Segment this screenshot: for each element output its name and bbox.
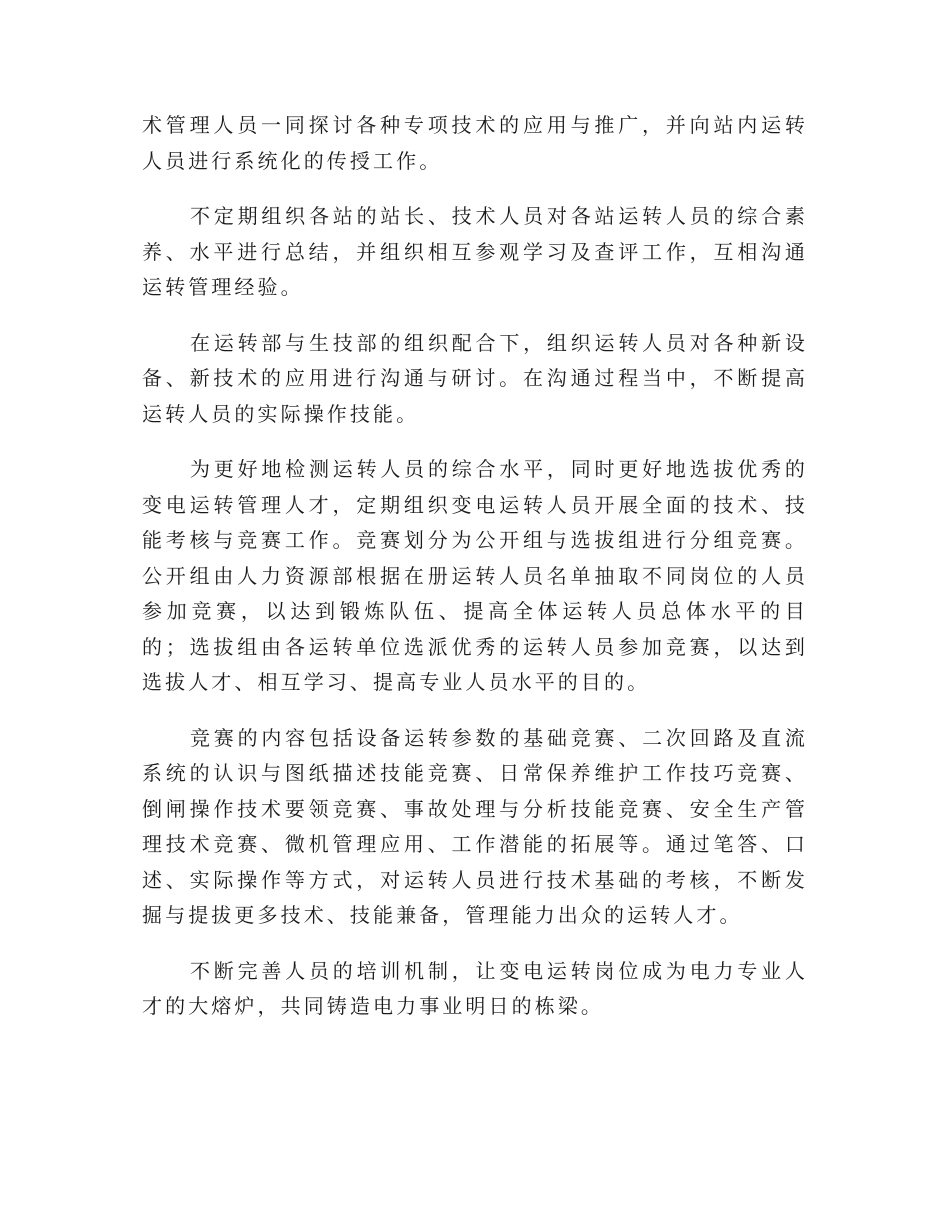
paragraph-competition-content: 竞赛的内容包括设备运转参数的基础竞赛、二次回路及直流系统的认识与图纸描述技能竞赛、日常保养维护工作技巧竞赛、倒闸操作技术要领竞赛、事故处理与分析技能竞赛、安全生产管理技术竞赛、微机管理应用、工作潜能的拓展等。通过笔答、口述、实际操作等方式，对运转人员进行技术基础的考核，不断发掘与提拔更多技术、技能兼备，管理能力出众的运转人才。 <box>142 725 808 927</box>
paragraph-competition-groups: 为更好地检测运转人员的综合水平，同时更好地选拔优秀的变电运转管理人才，定期组织变电运转人员开展全面的技术、技能考核与竞赛工作。竞赛划分为公开组与选拔组进行分组竞赛。公开组由人力资源部根据在册运转人员名单抽取不同岗位的人员参加竞赛，以达到锻炼队伍、提高全体运转人员总体水平的目的；选拔组由各运转单位选派优秀的运转人员参加竞赛，以达到选拔人才、相互学习、提高专业人员水平的目的。 <box>142 457 808 694</box>
paragraph-training-mechanism: 不断完善人员的培训机制，让变电运转岗位成为电力专业人才的大熔炉，共同铸造电力事业明日的栋梁。 <box>142 958 808 1018</box>
paragraph-new-equipment: 在运转部与生技部的组织配合下，组织运转人员对各种新设备、新技术的应用进行沟通与研讨。在沟通过程当中，不断提高运转人员的实际操作技能。 <box>142 330 808 426</box>
paragraph-station-review: 不定期组织各站的站长、技术人员对各站运转人员的综合素养、水平进行总结，并组织相互参观学习及查评工作，互相沟通运转管理经验。 <box>142 204 808 299</box>
paragraph-continuation: 术管理人员一同探讨各种专项技术的应用与推广，并向站内运转人员进行系统化的传授工作。 <box>142 113 808 173</box>
document-body <box>142 108 808 1045</box>
